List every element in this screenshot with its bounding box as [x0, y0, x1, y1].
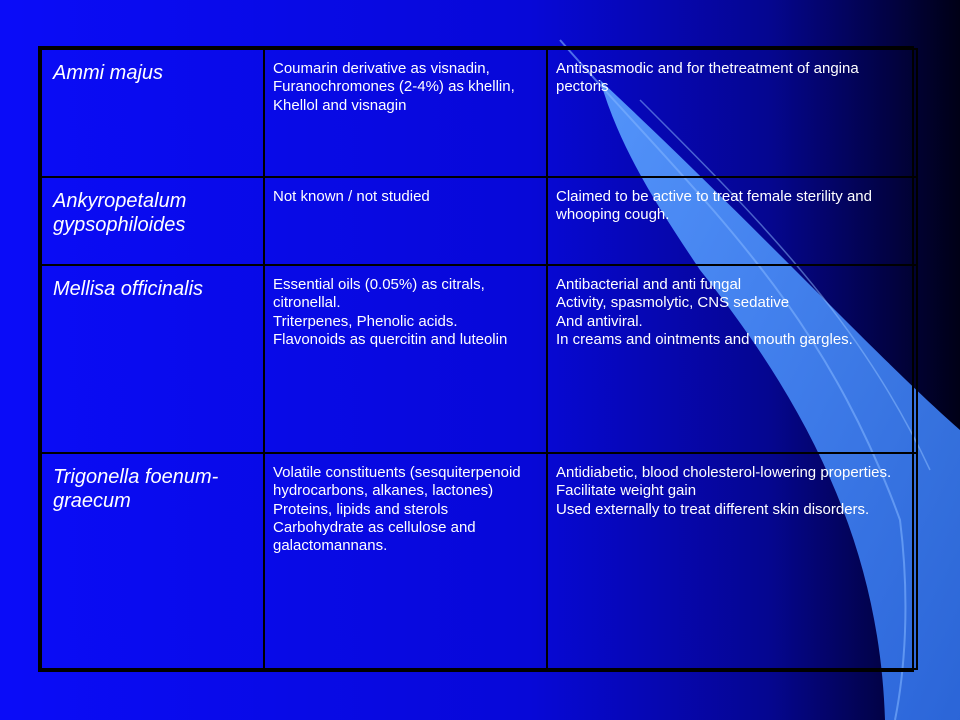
plant-name: Ankyropetalum gypsophiloides	[41, 177, 264, 265]
use-line: Antibacterial and anti fungal	[556, 276, 742, 293]
constituent-line: Carbohydrate as cellulose and galactomannans.	[273, 518, 476, 555]
use-line: Antidiabetic, blood cholesterol-lowering properties.	[556, 464, 892, 481]
constituents-cell	[264, 265, 547, 453]
constituent-line: Proteins, lipids and sterols	[273, 500, 449, 518]
table-row	[41, 265, 917, 453]
table-row	[41, 453, 917, 669]
use-line: Claimed to be active to treat female sterility and whooping cough.	[556, 188, 872, 224]
plants-table	[38, 46, 914, 672]
plant-name: Ammi majus	[41, 49, 264, 177]
uses-cell	[547, 453, 917, 669]
plant-name: Trigonella foenum-graecum	[41, 453, 264, 669]
table-row	[41, 177, 917, 265]
use-line: And antiviral.	[556, 312, 643, 330]
constituents-cell	[264, 177, 547, 265]
table-row	[41, 49, 917, 177]
use-line: In creams and ointments and mouth gargles.	[556, 330, 853, 348]
constituent-line: Essential oils (0.05%) as citrals, citronellal.	[273, 276, 485, 312]
uses-cell	[547, 265, 917, 453]
use-line: Used externally to treat different skin disorders.	[556, 500, 870, 518]
uses-cell	[547, 177, 917, 265]
constituent-line: Flavonoids as quercitin and luteolin	[273, 330, 508, 348]
use-line: Facilitate weight gain	[556, 482, 697, 500]
constituent-line: Volatile constituents (sesquiterpenoid hydrocarbons, alkanes, lactones)	[273, 464, 521, 500]
plant-name: Mellisa officinalis	[41, 265, 264, 453]
uses-cell	[547, 49, 917, 177]
constituents-cell	[264, 453, 547, 669]
use-line: Antispasmodic and for thetreatment of angina pectoris	[556, 60, 859, 96]
use-line: Activity, spasmolytic, CNS sedative	[556, 294, 790, 312]
constituent-line: Not known / not studied	[273, 188, 430, 205]
constituent-line: Furanochromones (2-4%) as khellin, Khellol and visnagin	[273, 78, 515, 114]
constituents-cell	[264, 49, 547, 177]
constituent-line: Triterpenes, Phenolic acids.	[273, 312, 458, 330]
constituent-line: Coumarin derivative as visnadin,	[273, 60, 490, 77]
